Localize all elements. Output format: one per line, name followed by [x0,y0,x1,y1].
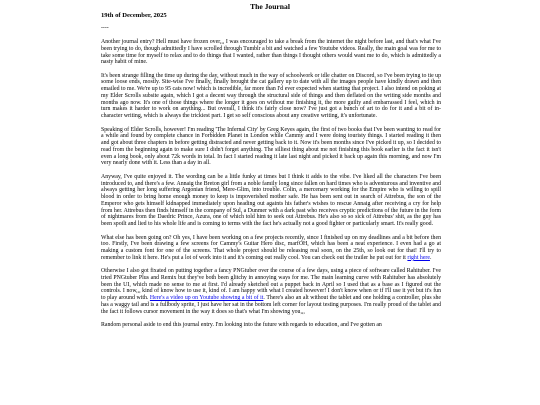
paragraph-reading [101,127,441,168]
paragraph-book-review [101,174,441,228]
paragraph-intro [101,39,441,66]
entry-divider: ---- [101,25,109,31]
paragraph-text: Speaking of Elder Scrolls, however! I'm reading 'The Infernal City' by Greg Keyes again, the first of two books that I've been wanting to read for a while and found by complete chance in Forbidden Planet in London while Cammy and I were doing touristy things. I started reading it then and got about three chapters in before getting distracted and never getting back to it. Now it's been months since I've picked it up, so I decided to read from the beginning again to make sure I didn't forget anything. The silliest thing about me not finishing this book earlier is the fact it isn't even a long book, only about 72k words in total. In fact I started reading it late last night and picked it back up again this morning, and now I'm very nearly done with it. Less than a day in all. [101,126,441,167]
paragraph-pngtuber [101,268,441,315]
paragraph-text: Anyway, I've quite enjoyed it. The wording can be a little funky at times but I think it adds to the vibe. I've liked all the characters I've been introduced to, and there's a few. Annaig the Breton girl from a noble family long since fallen on hard times who is adventurous and inventive and always getting her long suffering Argonian friend, Mere-Glim, into trouble. Colin, a mercenary working for the Empire who is willing to spill blood in order to bring home enough money to keep is impoverished mother safe. He has been sent out in search of Attrebus, the son of the Emperor who gets himself kidnapped immediately upon heading out againts his father's wishes to rescue Annaig after receiving a cry for help from her. Attrebus then finds himself in the company of Sul, a Dunmer with a dark past who receives cryptic predictions of the future in the form of nightmares from the Daedric Prince, Azura, one of which told him to seek out Attrebus. He's also so so sick of Attrebus' shit, as the guy has been spoilt and lied to his whole life and is coming to terms with the fact he's actually not a good fighter or particularly smart. It's really good. [101,173,441,228]
paragraph-text: Otherwise I also got fixated on putting together a fancy PNGtuber over the course of a few days, using a piece of software called Rahituber. I've tried PNGtuber Plus and Remix but they've both been glitchy in annoying ways for me. The main learning curve with Rahituber has absolutely been the UI, which made no sense to me at first. I'd already sketched out a puppet back in April so I used that as a base as I figured out the controls. I now,,, kind of know how to use it, kind of. I am happy with what I created however! I don't know when or if I'll use it yet but it's fun to play around with. [101,268,441,302]
paragraph-text: Another journal entry? Hell must have frozen over,,, I was encouraged to take a break from the internet the night before last, and that's what I've been trying to do, though admittedly I have scrolled through Tumblr a bit and watched a few Youtube videos. Really, the main goal was for me to take some time for myself to relax and to do things that I wanted, rather than things I thought others would want me to do, which is admittedly a nasty habit of mine. [101,39,441,66]
youtube-video-link[interactable]: Here's a video up on Youtube showing a bit of it [149,295,264,302]
paragraph-site-updates [101,73,441,120]
paragraph-text-after: . [429,254,432,261]
trailer-link[interactable]: right here [407,254,430,261]
entry-body [101,39,441,336]
paragraph-projects [101,235,441,262]
page-title: The Journal [250,2,290,11]
paragraph-text: What else has been going on? Oh yes, I have been working on a few projects recently, since I finished up on my deadlines and a bit before then too. Firstly, I've been drawing a few screens for Cammy's Guitar Hero disc, marfOH, which has been a neat experience. I even had a go at making a custom font for one of the screens. That whole project should be releasing real soon, on the 25th, so look out for that! I'll try to remember to link it here. He's put a lot of work into it and it's coming out really cool. You can check out the trailer he put out for it [101,234,441,261]
paragraph-text-after: . There's also an alt without the tablet and one holding a controller, plus she has a waggy tail and is a fullbody sprite, I just have her sat in the bottom left corner for layout testing purposes. I'm really proud of the tablet and the fact it follows cursor movement in the way it does so that's what I'm showing you,,, [101,295,442,315]
paragraph-text: Random personal aside to end this journal entry. I'm looking into the future with regards to education, and I've gotten an [101,322,382,329]
paragraph-text: It's been strange filling the time up during the day, without much in the way of schoolwork or idle chatter on Discord, so I've been trying to tie up some loose ends, mostly. Site-wise I've finally, finally brought the cat gallery up to date with all the images people have kindly drawn and then emailed to me. We're up to 95 cats now! which is incredible, far more than I'd ever expected when starting that project. I also intend on poking at my Elder Scrolls subsite again, which I got a decent way through the structural side of things and then deflated on the writing side months and months ago now. It's one of those things where the longer it goes on without me finishing it, the more guilty and embarrassed I feel, which in turn makes it harder to work on anything... But overall, I think it's fairly close now? I've just got a bunch of art to do for it and a bit of in-character writing, which is always the trickiest part. I get so self conscious about any creative writing, it's unfortunate. [101,72,441,120]
paragraph-closing [101,322,441,329]
entry-date: 19th of December, 2025 [101,12,167,19]
